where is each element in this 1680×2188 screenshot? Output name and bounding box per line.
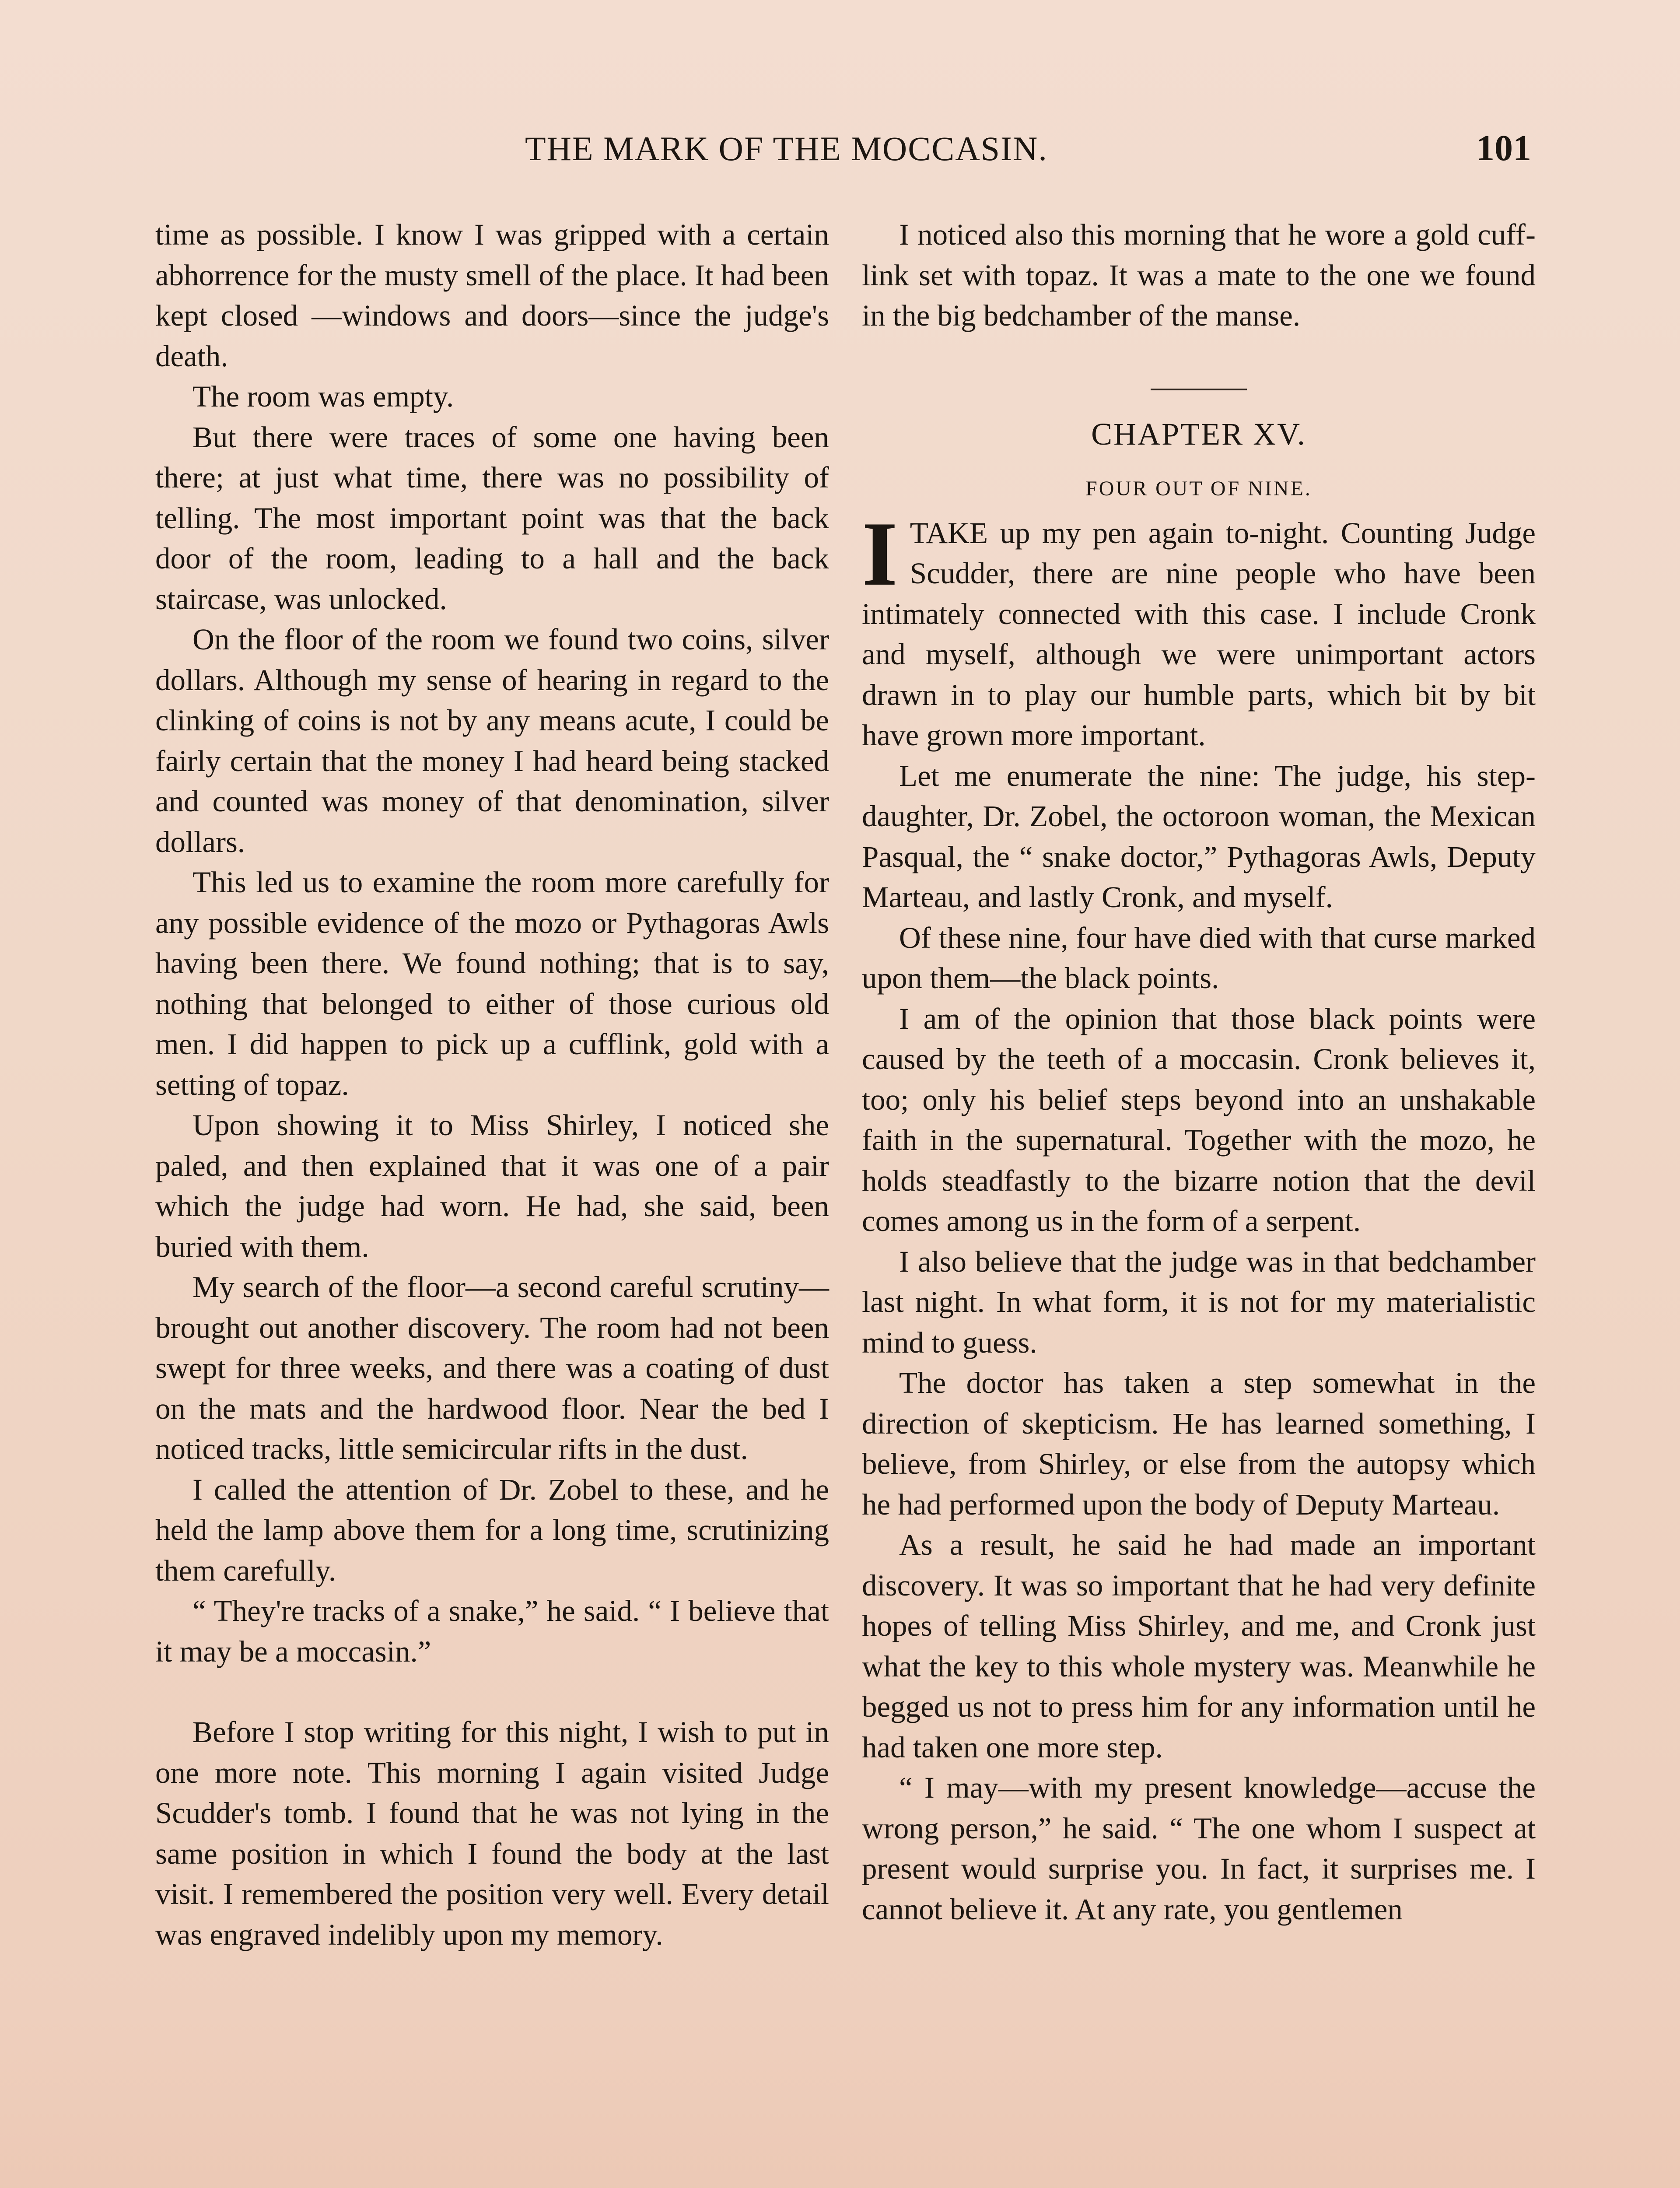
paragraph: Let me enumerate the nine: The judge, his step-daughter, Dr. Zobel, the octoroon woman, the Mexican Pasqual, the “ snake doctor,” Pythagoras Awls, Deputy Marteau, and lastly Cronk, and myself. [862,759,1536,914]
paragraph: On the floor of the room we found two coins, silver dollars. Although my sense of hearing in regard to the clinking of coins is not by any means acute, I could be fairly certain that the money I had heard being stacked and counted was money of that denomination, silver dollars. [155,623,829,859]
drop-cap: I [862,503,898,605]
right-column [862,214,1536,1929]
paragraph: This led us to examine the room more carefully for any possible evidence of the mozo or Pythagoras Awls having been there. We found nothing; that is to say, nothing that belonged to either of those curious old men. I did happen to pick up a cufflink, gold with a setting of topaz. [155,866,829,1101]
section-divider [1151,389,1247,390]
paragraph: time as possible. I know I was gripped with a certain abhorrence for the musty smell of the place. It had been kept closed —windows and doors—since the judge's death. [155,218,829,373]
paragraph: Upon showing it to Miss Shirley, I noticed she paled, and then explained that it was one of a pair which the judge had worn. He had, she said, been buried with them. [155,1108,829,1263]
paragraph: The room was empty. [192,380,454,413]
paragraph: My search of the floor—a second careful scrutiny—brought out another discovery. The room had not been swept for three weeks, and there was a coating of dust on the mats and the hardwood floor. Near the bed I noticed tracks, little semicircular rifts in the dust. [155,1270,829,1466]
paragraph: But there were traces of some one having been there; at just what time, there was no possibility of telling. The most important point was that the back door of the room, leading to a hall and the back staircase, was unlocked. [155,420,829,616]
opening-text: TAKE up my pen again to-night. Counting Judge Scudder, there are nine people who have been intimately connected with this case. I include Cronk and myself, although we were unimportant actors drawn in to play our humble parts, which bit by bit have grown more important. [862,516,1536,752]
chapter-subtitle: FOUR OUT OF NINE. [1085,477,1312,500]
paragraph: “ I may—with my present knowledge—accuse the wrong person,” he said. “ The one whom I suspect at present would surprise you. In fact, it surprises me. I cannot believe it. At any rate, you gentlemen [862,1771,1536,1926]
section-break-space [155,1672,829,1712]
paragraph: I am of the opinion that those black points were caused by the teeth of a moccasin. Cronk believes it, too; only his belief steps beyond into an unshakable faith in the supernatural. Together with the mozo, he holds steadfastly to the bizarre notion that the devil comes among us in the form of a serpent. [862,1002,1536,1238]
paragraph: As a result, he said he had made an important discovery. It was so important that he had very definite hopes of telling Miss Shirley, and me, and Cronk just what the key to this whole mystery was. Meanwhile he begged us not to press him for any information until he had taken one more step. [862,1528,1536,1764]
paragraph: Before I stop writing for this night, I wish to put in one more note. This morning I again visited Judge Scudder's tomb. I found that he was not lying in the same position in which I found the body at the last visit. I remembered the position very well. Every detail was engraved indelibly upon my memory. [155,1715,829,1951]
chapter-opening-paragraph [862,503,1536,756]
page-number: 101 [1476,128,1531,168]
paragraph: Of these nine, four have died with that curse marked upon them—the black points. [862,921,1536,995]
running-title: THE MARK OF THE MOCCASIN. [525,130,1048,168]
paragraph: I called the attention of Dr. Zobel to these, and he held the lamp above them for a long time, scrutinizing them carefully. [155,1473,829,1587]
paragraph: The doctor has taken a step somewhat in the direction of skepticism. He has learned something, I believe, from Shirley, or else from the autopsy which he had performed upon the body of Deputy Marteau. [862,1366,1536,1521]
paragraph: I also believe that the judge was in that bedchamber last night. In what form, it is not for my materialistic mind to guess. [862,1245,1536,1359]
chapter-heading: CHAPTER XV. [1091,416,1306,452]
paragraph: I noticed also this morning that he wore a gold cuff-link set with topaz. It was a mate to the one we found in the big bedchamber of the manse. [862,218,1536,332]
left-column [155,214,829,1955]
paragraph: “ They're tracks of a snake,” he said. “ I believe that it may be a moccasin.” [155,1594,829,1668]
